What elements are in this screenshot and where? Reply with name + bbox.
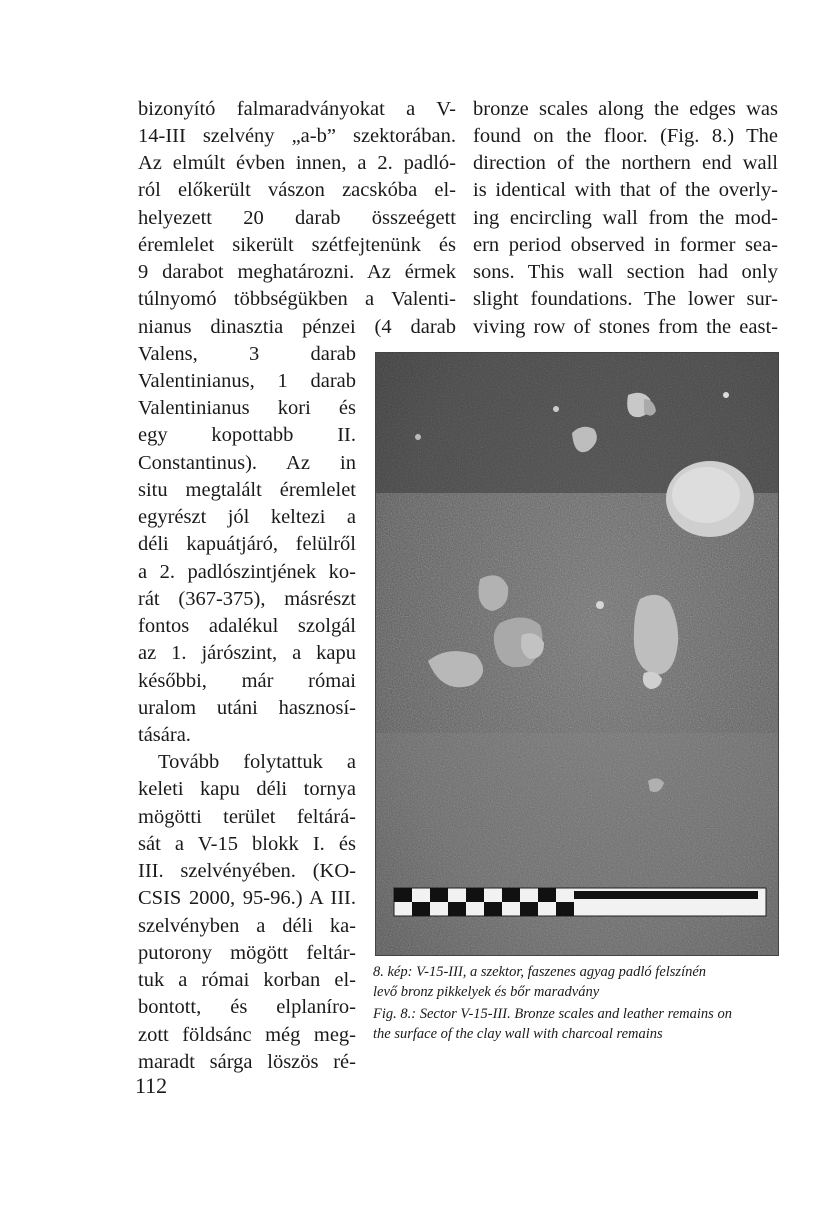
excavation-photo-image — [376, 353, 779, 956]
text-line: CSIS 2000, 95-96.) A III. — [138, 887, 356, 909]
text-line: Valens, 3 darab — [138, 343, 356, 365]
text-line: egyrészt jól keltezi a — [138, 506, 356, 528]
text-line: tására. — [138, 724, 191, 746]
text-line: ról előkerült vászon zacskóba el- — [138, 179, 456, 201]
text-line: putorony mögött feltár- — [138, 942, 356, 964]
excavation-photo — [375, 352, 779, 956]
caption-english-line-1: Fig. 8.: Sector V-15-III. Bronze scales and leather remains on — [373, 1006, 732, 1022]
text-line: egy kopottabb II. — [138, 424, 356, 446]
text-line: mögötti terület feltárá- — [138, 806, 356, 828]
text-line: zott földsánc még meg- — [138, 1024, 356, 1046]
text-line: 14-III szelvény „a-b” szektorában. — [138, 125, 456, 147]
text-line: sons. This wall section had only — [473, 261, 778, 283]
text-line: bontott, és elplaníro- — [138, 996, 356, 1018]
text-line: direction of the northern end wall — [473, 152, 778, 174]
text-line: túlnyomó többségükben a Valenti- — [138, 288, 456, 310]
scale-fragment — [634, 595, 678, 675]
text-line: ern period observed in former sea- — [473, 234, 778, 256]
text-line: keleti kapu déli tornya — [138, 778, 356, 800]
text-line: sát a V-15 blokk I. és — [138, 833, 356, 855]
text-line: az 1. járószint, a kapu — [138, 642, 356, 664]
text-line: fontos adalékul szolgál — [138, 615, 356, 637]
text-line: ing encircling wall from the mod- — [473, 207, 778, 229]
text-line: szelvényben a déli ka- — [138, 915, 356, 937]
text-line: Valentinianus, 1 darab — [138, 370, 356, 392]
text-line: nianus dinasztia pénzei (4 darab — [138, 316, 456, 338]
caption-hungarian-line-2: levő bronz pikkelyek és bőr maradvány — [373, 984, 600, 1000]
text-line: rát (367-375), másrészt — [138, 588, 356, 610]
text-line: viving row of stones from the east- — [473, 316, 778, 338]
text-line: későbbi, már római — [138, 670, 356, 692]
text-line: bronze scales along the edges was — [473, 98, 778, 120]
text-line: éremlelet sikerült szétfejtenünk és — [138, 234, 456, 256]
text-line: Tovább folytattuk a — [158, 751, 356, 773]
text-line: bizonyító falmaradványokat a V- — [138, 98, 456, 120]
text-line: found on the floor. (Fig. 8.) The — [473, 125, 778, 147]
scale-bar — [394, 888, 766, 916]
text-line: uralom utáni hasznosí- — [138, 697, 356, 719]
text-line: Az elmúlt évben innen, a 2. padló- — [138, 152, 456, 174]
caption-english-line-2: the surface of the clay wall with charcoal remains — [373, 1026, 663, 1042]
text-line: a 2. padlószintjének ko- — [138, 561, 356, 583]
text-line: situ megtalált éremlelet — [138, 479, 356, 501]
text-line: déli kapuátjáró, felülről — [138, 533, 356, 555]
text-line: III. szelvényében. (KO- — [138, 860, 356, 882]
caption-hungarian-line-1: 8. kép: V-15-III, a szektor, faszenes agyag padló felszínén — [373, 964, 707, 980]
text-line: helyezett 20 darab összeégett — [138, 207, 456, 229]
text-line: slight foundations. The lower sur- — [473, 288, 778, 310]
text-line: Valentinianus kori és — [138, 397, 356, 419]
text-line: 9 darabot meghatározni. Az érmek — [138, 261, 456, 283]
text-line: Constantinus). Az in — [138, 452, 356, 474]
text-line: tuk a római korban el- — [138, 969, 356, 991]
text-line: is identical with that of the overly- — [473, 179, 778, 201]
text-line: maradt sárga löszös ré- — [138, 1051, 356, 1073]
page-number: 112 — [135, 1073, 168, 1098]
